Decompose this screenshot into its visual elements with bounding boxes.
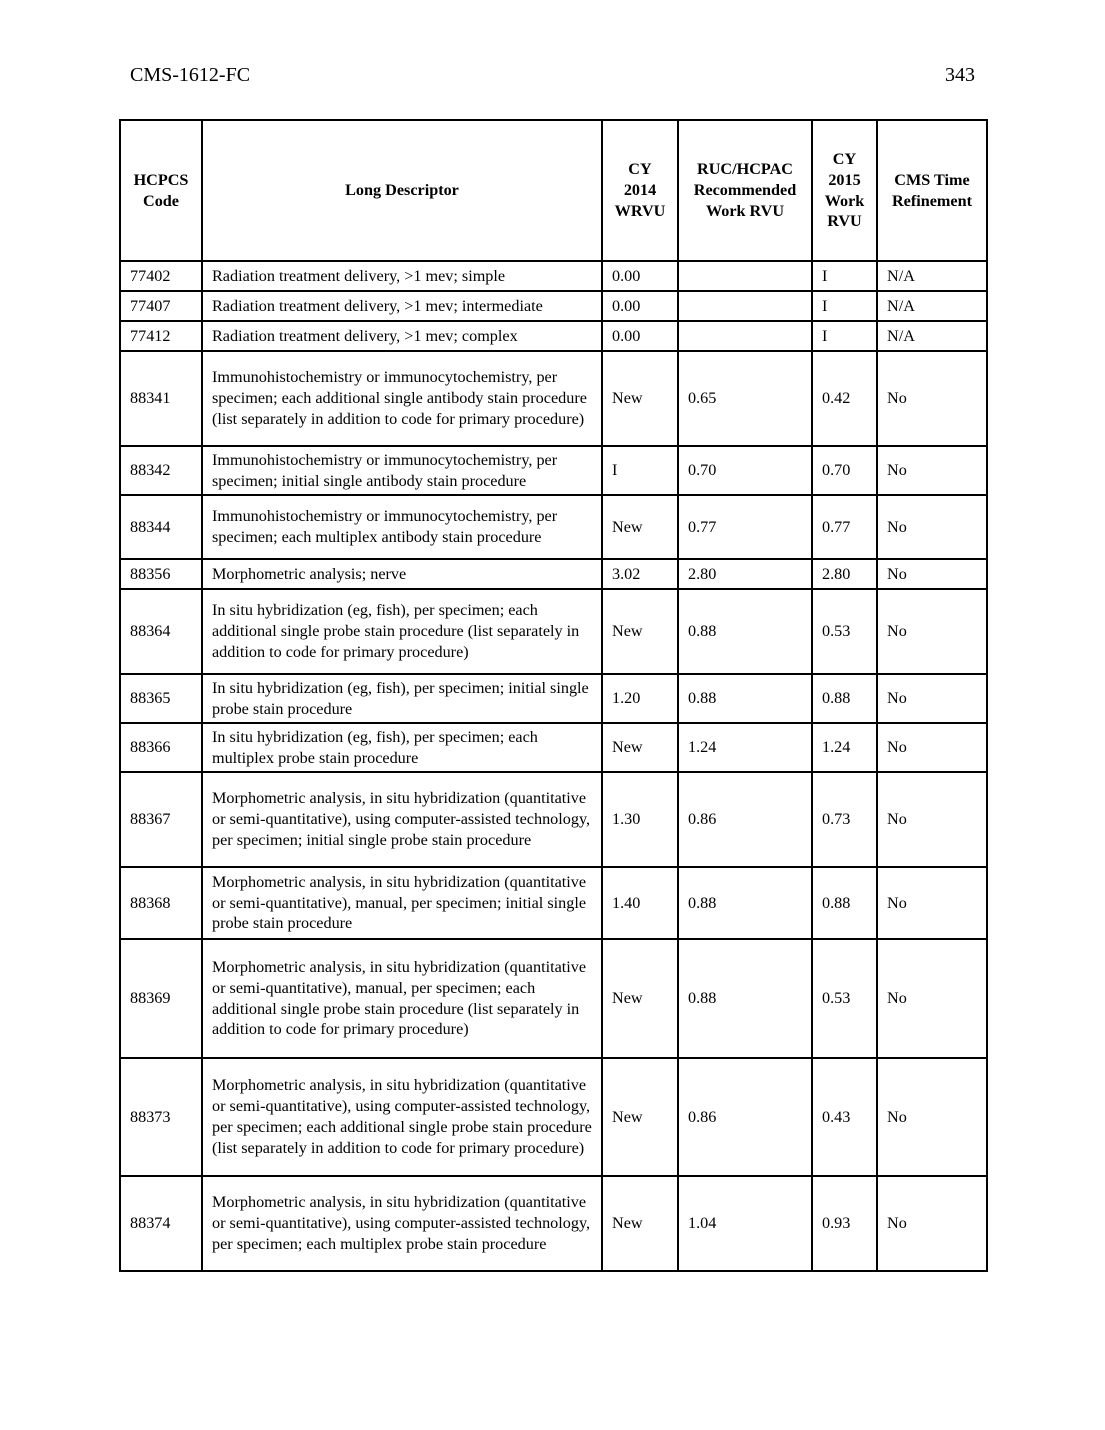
- cy2015-work-rvu-cell: 0.53: [812, 939, 877, 1058]
- table-row: [120, 1058, 987, 1176]
- cy2015-work-rvu-cell: I: [812, 291, 877, 321]
- cms-time-refinement-cell: No: [877, 772, 987, 867]
- table-row: [120, 446, 987, 495]
- long-descriptor-cell: In situ hybridization (eg, fish), per specimen; each additional single probe stain procedure (list separately in addition to code for primary procedure): [202, 589, 602, 674]
- long-descriptor-cell: Immunohistochemistry or immunocytochemistry, per specimen; each additional single antibody stain procedure (list separately in addition to code for primary procedure): [202, 351, 602, 446]
- hcpcs-code-cell: 88366: [120, 723, 202, 772]
- hcpcs-code-cell: 88373: [120, 1058, 202, 1176]
- document-id: CMS-1612-FC: [130, 64, 251, 86]
- hcpcs-code-cell: 88364: [120, 589, 202, 674]
- ruc-recommended-cell: 0.70: [678, 446, 812, 495]
- hcpcs-code-cell: 77402: [120, 261, 202, 291]
- long-descriptor-cell: In situ hybridization (eg, fish), per specimen; initial single probe stain procedure: [202, 674, 602, 723]
- cy2015-work-rvu-cell: 0.53: [812, 589, 877, 674]
- cy2015-work-rvu-cell: 2.80: [812, 559, 877, 589]
- cms-time-refinement-cell: No: [877, 589, 987, 674]
- table-row: [120, 674, 987, 723]
- cy2014-wrvu-cell: New: [602, 723, 678, 772]
- long-descriptor-cell: Radiation treatment delivery, >1 mev; intermediate: [202, 291, 602, 321]
- column-header-cms-time-refinement: CMS Time Refinement: [877, 120, 987, 261]
- table-row: [120, 291, 987, 321]
- table-row: [120, 589, 987, 674]
- cy2014-wrvu-cell: 1.20: [602, 674, 678, 723]
- column-header-ruc-recommended: RUC/HCPAC Recommended Work RVU: [678, 120, 812, 261]
- ruc-recommended-cell: 0.88: [678, 939, 812, 1058]
- hcpcs-code-cell: 88374: [120, 1176, 202, 1271]
- hcpcs-code-cell: 77412: [120, 321, 202, 351]
- ruc-recommended-cell: 2.80: [678, 559, 812, 589]
- cy2014-wrvu-cell: New: [602, 939, 678, 1058]
- ruc-recommended-cell: 0.86: [678, 772, 812, 867]
- cy2014-wrvu-cell: 0.00: [602, 291, 678, 321]
- cy2015-work-rvu-cell: 0.73: [812, 772, 877, 867]
- hcpcs-code-cell: 88367: [120, 772, 202, 867]
- hcpcs-code-cell: 88365: [120, 674, 202, 723]
- long-descriptor-cell: Immunohistochemistry or immunocytochemistry, per specimen; initial single antibody stain procedure: [202, 446, 602, 495]
- ruc-recommended-cell: 1.24: [678, 723, 812, 772]
- cms-time-refinement-cell: No: [877, 939, 987, 1058]
- cms-time-refinement-cell: No: [877, 495, 987, 559]
- cy2015-work-rvu-cell: 0.70: [812, 446, 877, 495]
- rvu-table: [119, 119, 988, 1272]
- cms-time-refinement-cell: No: [877, 446, 987, 495]
- table-row: [120, 351, 987, 446]
- table-row: [120, 772, 987, 867]
- ruc-recommended-cell: 0.88: [678, 589, 812, 674]
- long-descriptor-cell: Immunohistochemistry or immunocytochemistry, per specimen; each multiplex antibody stain procedure: [202, 495, 602, 559]
- cy2014-wrvu-cell: 1.30: [602, 772, 678, 867]
- cms-time-refinement-cell: No: [877, 1176, 987, 1271]
- cy2014-wrvu-cell: I: [602, 446, 678, 495]
- ruc-recommended-cell: 0.88: [678, 867, 812, 939]
- cms-time-refinement-cell: No: [877, 559, 987, 589]
- cy2015-work-rvu-cell: 0.43: [812, 1058, 877, 1176]
- hcpcs-code-cell: 88369: [120, 939, 202, 1058]
- page-header: [130, 64, 975, 92]
- long-descriptor-cell: Morphometric analysis, in situ hybridization (quantitative or semi-quantitative), using computer-assisted technology, per specimen; initial single probe stain procedure: [202, 772, 602, 867]
- table-header-row: [120, 120, 987, 261]
- ruc-recommended-cell: [678, 261, 812, 291]
- cms-time-refinement-cell: No: [877, 723, 987, 772]
- table-row: [120, 1176, 987, 1271]
- table-row: [120, 261, 987, 291]
- table-row: [120, 723, 987, 772]
- cms-time-refinement-cell: No: [877, 867, 987, 939]
- cy2014-wrvu-cell: New: [602, 1058, 678, 1176]
- long-descriptor-cell: Morphometric analysis, in situ hybridization (quantitative or semi-quantitative), manual, per specimen; each additional single probe stain procedure (list separately in addition to code for primary procedure): [202, 939, 602, 1058]
- cms-time-refinement-cell: No: [877, 351, 987, 446]
- cms-time-refinement-cell: N/A: [877, 261, 987, 291]
- hcpcs-code-cell: 88341: [120, 351, 202, 446]
- hcpcs-code-cell: 88368: [120, 867, 202, 939]
- cy2015-work-rvu-cell: 0.88: [812, 867, 877, 939]
- long-descriptor-cell: Morphometric analysis, in situ hybridization (quantitative or semi-quantitative), using computer-assisted technology, per specimen; each multiplex probe stain procedure: [202, 1176, 602, 1271]
- ruc-recommended-cell: [678, 321, 812, 351]
- hcpcs-code-cell: 88356: [120, 559, 202, 589]
- table-row: [120, 939, 987, 1058]
- cy2015-work-rvu-cell: I: [812, 321, 877, 351]
- long-descriptor-cell: Morphometric analysis, in situ hybridization (quantitative or semi-quantitative), using computer-assisted technology, per specimen; each additional single probe stain procedure (list separately in addition to code for primary procedure): [202, 1058, 602, 1176]
- cy2014-wrvu-cell: New: [602, 1176, 678, 1271]
- ruc-recommended-cell: 0.88: [678, 674, 812, 723]
- ruc-recommended-cell: 0.77: [678, 495, 812, 559]
- cy2014-wrvu-cell: 0.00: [602, 321, 678, 351]
- cy2014-wrvu-cell: New: [602, 589, 678, 674]
- cy2014-wrvu-cell: 1.40: [602, 867, 678, 939]
- table-row: [120, 559, 987, 589]
- cy2014-wrvu-cell: New: [602, 495, 678, 559]
- cms-time-refinement-cell: No: [877, 674, 987, 723]
- long-descriptor-cell: Morphometric analysis, in situ hybridization (quantitative or semi-quantitative), manual, per specimen; initial single probe stain procedure: [202, 867, 602, 939]
- cy2015-work-rvu-cell: 0.77: [812, 495, 877, 559]
- table-row: [120, 867, 987, 939]
- cy2015-work-rvu-cell: 1.24: [812, 723, 877, 772]
- table-row: [120, 321, 987, 351]
- hcpcs-code-cell: 77407: [120, 291, 202, 321]
- ruc-recommended-cell: [678, 291, 812, 321]
- cms-time-refinement-cell: N/A: [877, 321, 987, 351]
- column-header-cy2015-work-rvu: CY 2015 Work RVU: [812, 120, 877, 261]
- hcpcs-code-cell: 88342: [120, 446, 202, 495]
- cy2015-work-rvu-cell: 0.93: [812, 1176, 877, 1271]
- ruc-recommended-cell: 0.86: [678, 1058, 812, 1176]
- cy2015-work-rvu-cell: I: [812, 261, 877, 291]
- cms-time-refinement-cell: N/A: [877, 291, 987, 321]
- cy2014-wrvu-cell: 0.00: [602, 261, 678, 291]
- ruc-recommended-cell: 1.04: [678, 1176, 812, 1271]
- cy2014-wrvu-cell: 3.02: [602, 559, 678, 589]
- long-descriptor-cell: Morphometric analysis; nerve: [202, 559, 602, 589]
- ruc-recommended-cell: 0.65: [678, 351, 812, 446]
- long-descriptor-cell: Radiation treatment delivery, >1 mev; simple: [202, 261, 602, 291]
- long-descriptor-cell: Radiation treatment delivery, >1 mev; complex: [202, 321, 602, 351]
- cy2015-work-rvu-cell: 0.42: [812, 351, 877, 446]
- hcpcs-code-cell: 88344: [120, 495, 202, 559]
- long-descriptor-cell: In situ hybridization (eg, fish), per specimen; each multiplex probe stain procedure: [202, 723, 602, 772]
- cy2015-work-rvu-cell: 0.88: [812, 674, 877, 723]
- column-header-long-descriptor: Long Descriptor: [202, 120, 602, 261]
- table-body: [120, 261, 987, 1271]
- column-header-hcpcs-code: HCPCS Code: [120, 120, 202, 261]
- table-row: [120, 495, 987, 559]
- column-header-cy2014-wrvu: CY 2014 WRVU: [602, 120, 678, 261]
- cms-time-refinement-cell: No: [877, 1058, 987, 1176]
- cy2014-wrvu-cell: New: [602, 351, 678, 446]
- page-number: 343: [945, 64, 975, 86]
